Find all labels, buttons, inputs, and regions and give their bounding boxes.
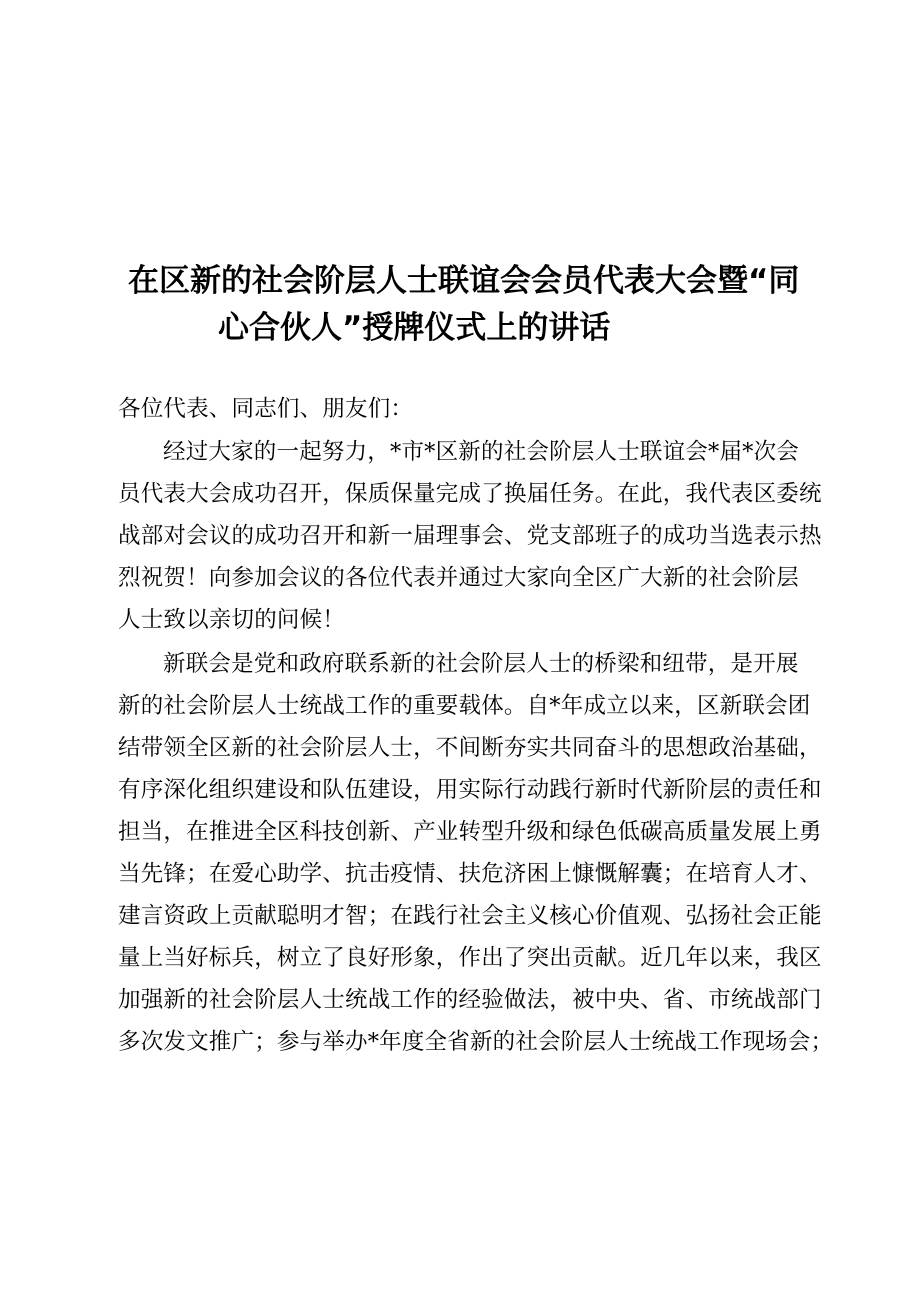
paragraph-line: 结带领全区新的社会阶层人士，不间断夯实共同奋斗的思想政治基础， — [118, 735, 822, 761]
paragraph-line: 新的社会阶层人士统战工作的重要载体。自*年成立以来，区新联会团 — [118, 693, 811, 719]
paragraph-line: 人士致以亲切的问候！ — [118, 607, 346, 633]
paragraph-line: 担当，在推进全区科技创新、产业转型升级和绿色低碳高质量发展上勇 — [118, 819, 822, 845]
document-title-line-2: 心合伙人”授牌仪式上的讲话 — [218, 310, 611, 346]
paragraph-line: 多次发文推广；参与举办*年度全省新的社会阶层人士统战工作现场会； — [118, 1029, 834, 1055]
paragraph-1 — [118, 431, 838, 641]
salutation: 各位代表、同志们、朋友们： — [118, 396, 414, 422]
paragraph-line: 量上当好标兵，树立了良好形象，作出了突出贡献。近几年以来，我区 — [118, 945, 822, 971]
paragraph-line: 建言资政上贡献聪明才智；在践行社会主义核心价值观、弘扬社会正能 — [118, 903, 822, 929]
paragraph-line: 员代表大会成功召开，保质保量完成了换届任务。在此，我代表区委统 — [118, 481, 822, 507]
document-title-line-1: 在区新的社会阶层人士联谊会会员代表大会暨“同 — [128, 263, 800, 299]
paragraph-line: 有序深化组织建设和队伍建设，用实际行动践行新时代新阶层的责任和 — [118, 777, 822, 803]
paragraph-line: 烈祝贺！向参加会议的各位代表并通过大家向全区广大新的社会阶层 — [118, 565, 800, 591]
paragraph-line: 加强新的社会阶层人士统战工作的经验做法，被中央、省、市统战部门 — [118, 987, 822, 1013]
paragraph-line: 当先锋；在爱心助学、抗击疫情、扶危济困上慷慨解囊；在培育人才、 — [118, 861, 822, 887]
paragraph-line: 战部对会议的成功召开和新一届理事会、党支部班子的成功当选表示热 — [118, 523, 822, 549]
paragraph-line: 新联会是党和政府联系新的社会阶层人士的桥梁和纽带，是开展 — [163, 651, 799, 677]
paragraph-2 — [118, 643, 838, 1063]
paragraph-line: 经过大家的一起努力，*市*区新的社会阶层人士联谊会*届*次会 — [163, 439, 800, 465]
